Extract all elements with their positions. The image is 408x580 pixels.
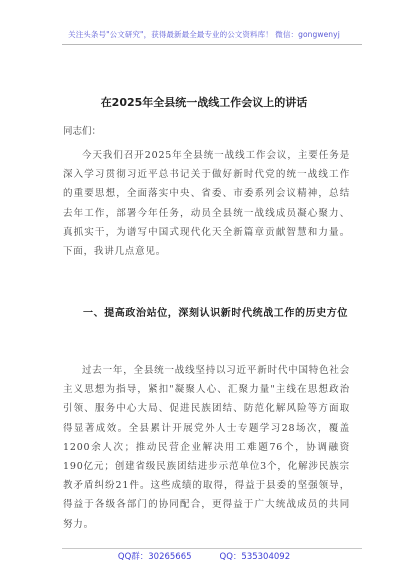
footer-divider [62,548,362,549]
section-paragraph: 过去一年，全县统一战线坚持以习近平新时代中国特色社会主义思想为指导，紧扣"凝聚人心、汇聚力量"主线在思想政治引领、服务中心大局、促进民族团结、防范化解风险等方面取得显著成效。全县累计开展党外人士专题学习28场次，覆盖1200余人次；推动民营企业解决用工难题76个，协调融资190亿元；创建省级民族团结进步示范单位3个，化解涉民族宗教矛盾纠纷21件。这些成绩的取得，得益于县委的坚强领导，得益于各级各部门的协同配合，更得益于广大统战成员的共同努力。 [63,365,350,530]
salutation: 同志们： [63,126,102,137]
footer-qq-number: QQ：535304092 [219,552,291,562]
section-heading: 一、提高政治站位，深刻认识新时代统战工作的历史方位 [83,308,348,319]
intro-paragraph: 今天我们召开2025年全县统一战线工作会议，主要任务是深入学习贯彻习近平总书记关于做好新时代党的统一战线工作的重要思想，全面落实中央、省委、市委系列会议精神，总结去年工作，部署今年任务，动员全县统一战线成员凝心聚力、真抓实干，为谱写中国式现代化天全新篇章贡献智慧和力量。下面，我讲几点意见。 [63,150,350,258]
header-promo-note: 关注头条号"公文研究"，获得最新最全最专业的公文资料库！ 微信：gongwenyj [68,30,340,39]
header-divider [62,44,362,45]
document-title: 在2025年全县统一战线工作会议上的讲话 [100,96,308,109]
footer-qq-group: QQ群：30265665 [117,552,192,562]
footer-contacts [0,550,408,562]
